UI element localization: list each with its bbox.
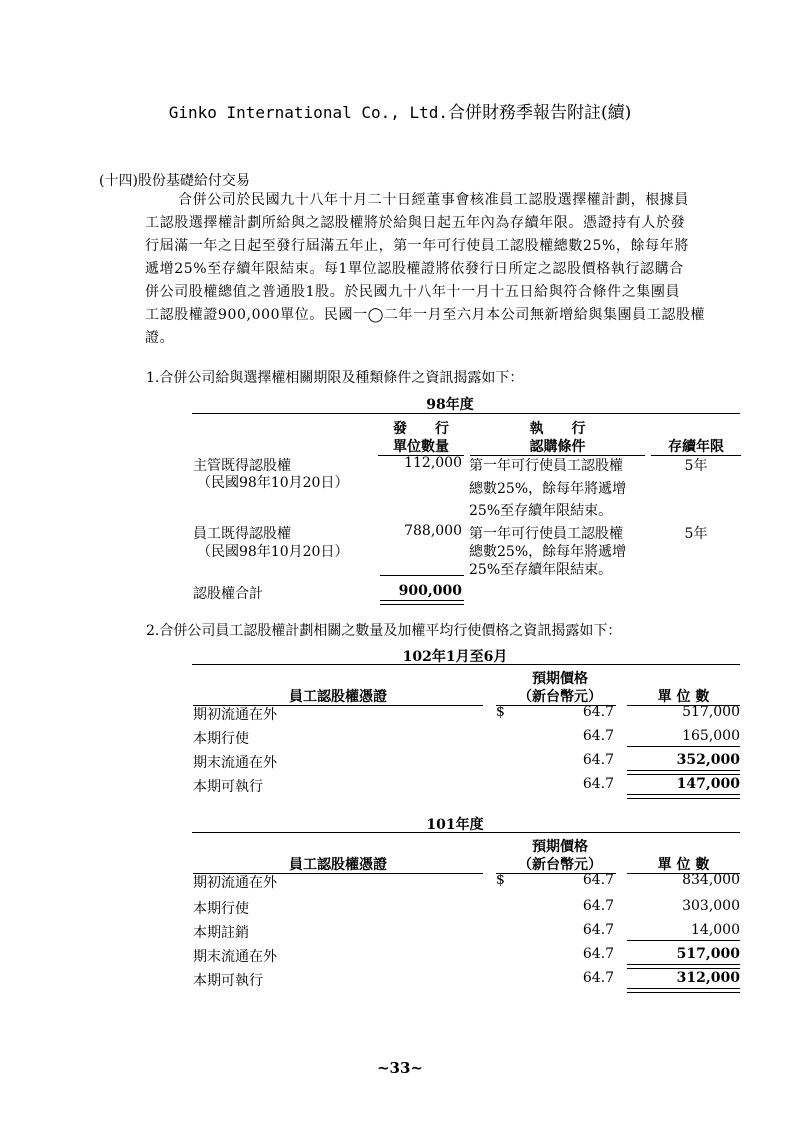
block2-row5-double-rule — [627, 988, 740, 993]
block1-row1-price: 64.7 — [582, 704, 614, 720]
block1-row2-price: 64.7 — [582, 728, 614, 744]
block2-row1-units: 834,000 — [682, 872, 740, 888]
block1-row1-currency: $ — [496, 704, 505, 720]
block1-price-header-top: 預期價格 — [532, 671, 588, 687]
block1-row2-label: 本期行使 — [193, 731, 249, 747]
block1-row1-units: 517,000 — [682, 704, 740, 720]
row2-condition-1: 第一年可行使員工認股權 — [469, 526, 623, 542]
block1-top-rule — [192, 664, 740, 665]
paragraph-line-5: 併公司股權總值之普通股1股。於民國九十八年十一月十五日給與符合條件之集團員 — [145, 284, 681, 300]
block2-row5-units: 312,000 — [676, 970, 740, 986]
total-label: 認股權合計 — [193, 586, 263, 602]
row1-duration: 5年 — [684, 458, 708, 474]
block2-row2-units: 303,000 — [682, 898, 740, 914]
paragraph-line-3: 行屆滿一年之日起至發行屆滿五年止，第一年可行使員工認股權總數25%，餘每年將 — [145, 238, 689, 254]
block2-col-label: 員工認股權憑證 — [289, 857, 387, 873]
block2-row2-label: 本期行使 — [193, 901, 249, 917]
table1-intro: 1.合併公司給與選擇權相關期限及種類條件之資訊揭露如下： — [146, 370, 524, 386]
row1-units: 112,000 — [404, 455, 462, 471]
row2-name: 員工既得認股權 — [193, 526, 291, 542]
block1-row4-label: 本期可執行 — [193, 779, 263, 795]
block1-row3-label: 期末流通在外 — [193, 755, 277, 771]
paragraph-line-7: 證。 — [145, 330, 175, 346]
block1-row2-units: 165,000 — [682, 728, 740, 744]
block1-row4-units: 147,000 — [676, 776, 740, 792]
block2-row3-units: 14,000 — [691, 922, 740, 938]
block2-subtotal-rule — [627, 940, 740, 941]
block2-units-header: 單 位 數 — [657, 857, 710, 873]
issue-header-top: 發 行 — [393, 421, 449, 437]
row1-condition-3: 25%至存續年限結束。 — [469, 503, 613, 519]
block2-price-header-top: 預期價格 — [532, 839, 588, 855]
block2-price-header-bottom: （新台幣元） — [518, 857, 602, 873]
block2-period: 101年度 — [426, 817, 484, 833]
paragraph-line-6: 工認股權證900,000單位。民國一◯二年一月至六月本公司無新增給與集團員工認股權 — [145, 307, 706, 323]
table2-intro: 2.合併公司員工認股權計劃相關之數量及加權平均行使價格之資訊揭露如下： — [146, 623, 622, 639]
exercise-header-top: 執 行 — [529, 421, 586, 437]
table1-top-rule — [192, 413, 740, 414]
block2-row1-label: 期初流通在外 — [193, 875, 277, 891]
block2-row3-label: 本期註銷 — [193, 925, 249, 941]
company-name: Ginko International Co., Ltd. — [168, 103, 449, 122]
block2-row1-currency: $ — [496, 872, 505, 888]
block1-row1-label: 期初流通在外 — [193, 707, 277, 723]
block1-price-header-bottom: （新台幣元） — [518, 689, 602, 705]
paragraph-line-2: 工認股選擇權計劃所給與之認股權將於給與日起五年內為存續年限。憑證持有人於發 — [145, 215, 686, 231]
block2-row3-price: 64.7 — [582, 922, 614, 938]
block1-units-header: 單 位 數 — [657, 689, 710, 705]
block2-row2-price: 64.7 — [582, 898, 614, 914]
issue-header-bottom: 單位數量 — [393, 439, 449, 455]
row2-units: 788,000 — [404, 523, 462, 539]
block2-top-rule — [192, 832, 740, 833]
row1-name: 主管既得認股權 — [193, 458, 291, 474]
block2-row4-label: 期末流通在外 — [193, 949, 277, 965]
exercise-header-bottom: 認購條件 — [529, 439, 586, 455]
row1-date: （民國98年10月20日） — [197, 475, 349, 491]
row2-condition-3: 25%至存續年限結束。 — [469, 562, 613, 578]
block2-row5-label: 本期可執行 — [193, 973, 263, 989]
block1-col-label: 員工認股權憑證 — [289, 689, 387, 705]
block1-row4-double-rule — [627, 794, 740, 799]
paragraph-line-4: 遞增25%至存續年限結束。每1單位認股權證將依發行日所定之認股價格執行認購合 — [145, 261, 684, 277]
row2-duration: 5年 — [684, 526, 708, 542]
page-number: ~33~ — [376, 1059, 423, 1077]
total-top-rule — [380, 575, 464, 576]
row1-condition-2: 總數25%，餘每年將遞增 — [469, 481, 627, 497]
block1-row4-price: 64.7 — [582, 776, 614, 792]
row2-date: （民國98年10月20日） — [197, 544, 349, 560]
page-header — [0, 98, 800, 123]
block2-row4-units: 517,000 — [676, 946, 740, 962]
row2-condition-2: 總數25%，餘每年將遞增 — [469, 544, 627, 560]
block1-subtotal-rule — [627, 746, 740, 747]
block2-row4-price: 64.7 — [582, 946, 614, 962]
block2-row1-price: 64.7 — [582, 872, 614, 888]
block1-row3-price: 64.7 — [582, 752, 614, 768]
section-heading: (十四)股份基礎給付交易 — [99, 173, 250, 189]
table1-period: 98年度 — [426, 397, 474, 413]
block1-period: 102年1月至6月 — [402, 649, 508, 665]
block1-row3-double-rule — [627, 770, 740, 775]
paragraph-line-1: 合併公司於民國九十八年十月二十日經董事會核准員工認股選擇權計劃，根據員 — [178, 192, 689, 208]
total-value: 900,000 — [398, 583, 462, 599]
block1-row3-units: 352,000 — [676, 752, 740, 768]
header-subtitle: 合併財務季報告附註(續) — [448, 103, 632, 123]
duration-header: 存續年限 — [668, 439, 724, 455]
block2-row4-double-rule — [627, 964, 740, 969]
total-double-rule — [380, 600, 464, 605]
block2-row5-price: 64.7 — [582, 970, 614, 986]
row1-condition-1: 第一年可行使員工認股權 — [469, 458, 623, 474]
